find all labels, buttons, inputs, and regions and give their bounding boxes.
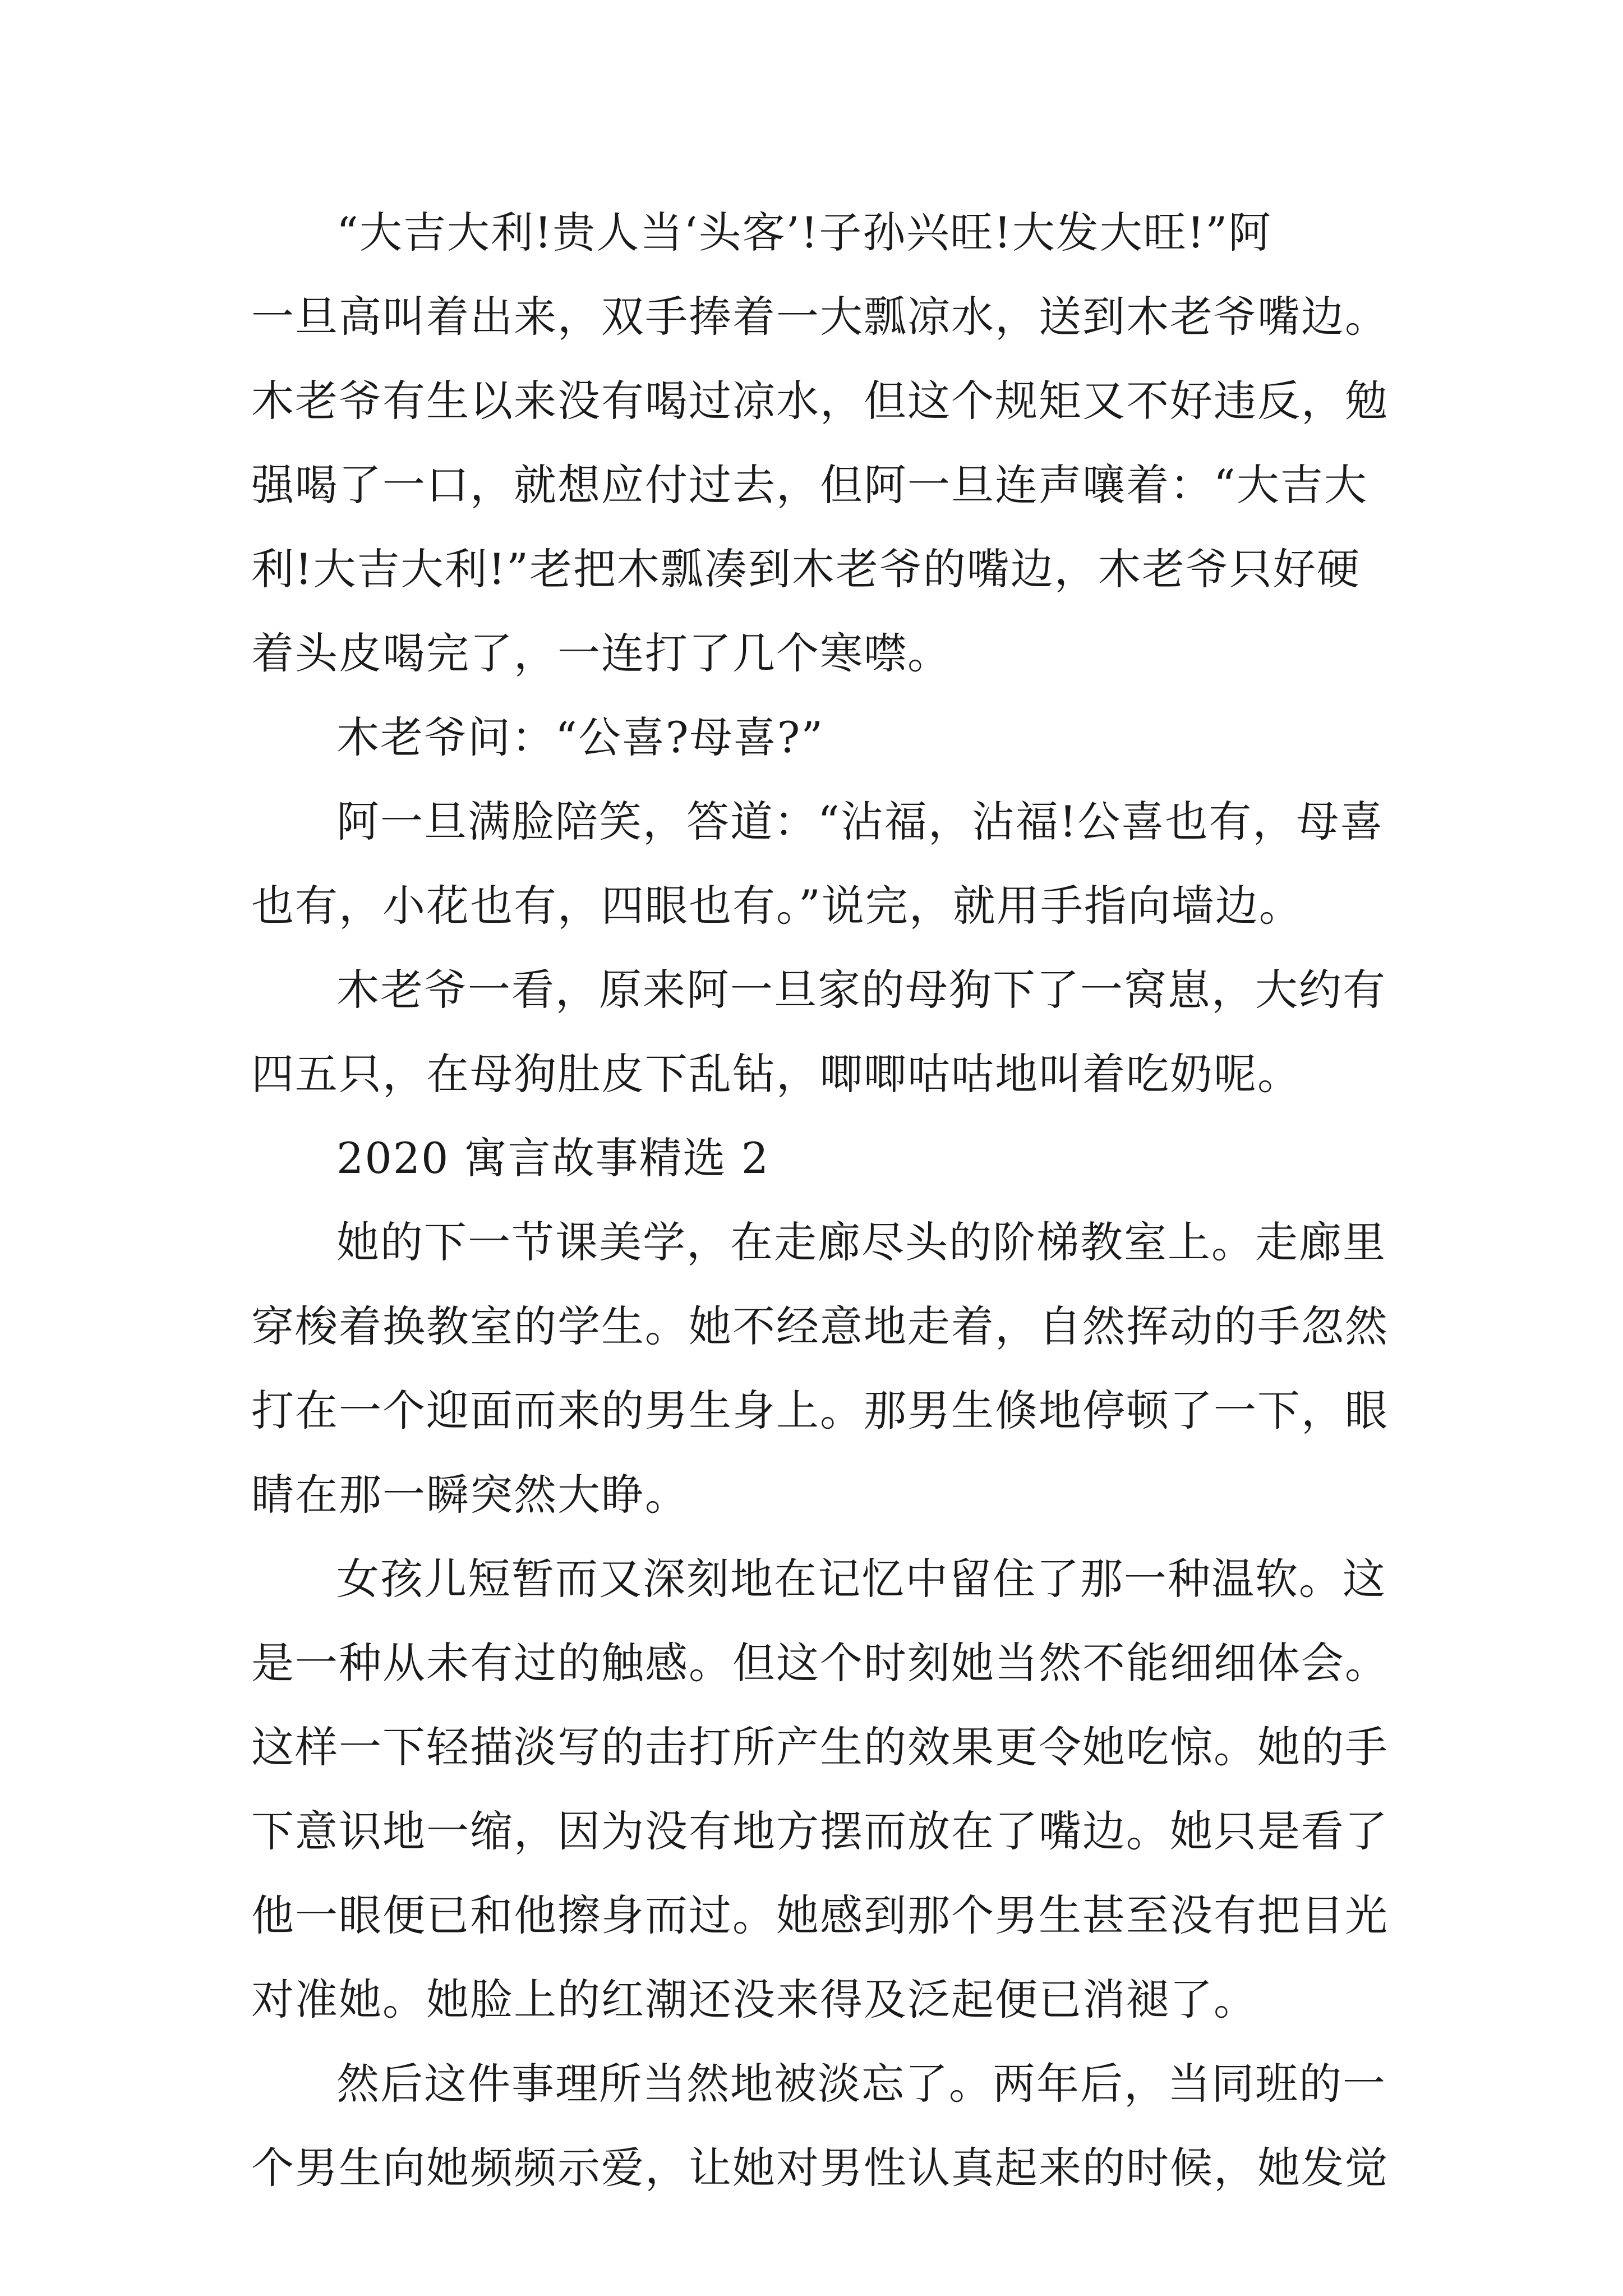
document-body	[251, 205, 1389, 2224]
text-line: 是一种从未有过的触感。但这个时刻她当然不能细细体会。	[251, 1638, 1389, 1688]
text-line: 下意识地一缩，因为没有地方摆而放在了嘴边。她只是看了	[251, 1806, 1389, 1856]
text-line: 着头皮喝完了，一连打了几个寒噤。	[251, 628, 951, 678]
text-line: 一旦高叫着出来，双手捧着一大瓢凉水，送到木老爷嘴边。	[251, 292, 1389, 342]
text-line: 然后这件事理所当然地被淡忘了。两年后，当同班的一	[336, 2059, 1386, 2109]
text-line: 睛在那一瞬突然大睁。	[251, 1470, 689, 1520]
text-line: 木老爷有生以来没有喝过凉水，但这个规矩又不好违反，勉	[251, 376, 1389, 426]
text-line: 强喝了一口，就想应付过去，但阿一旦连声嚷着：“大吉大	[251, 460, 1368, 510]
text-line: 这样一下轻描淡写的击打所产生的效果更令她吃惊。她的手	[251, 1722, 1389, 1772]
text-line: 木老爷问：“公喜?母喜?”	[336, 712, 824, 762]
text-line: 穿梭着换教室的学生。她不经意地走着，自然挥动的手忽然	[251, 1301, 1389, 1351]
text-line: “大吉大利!贵人当‘头客’!子孙兴旺!大发大旺!”阿	[336, 208, 1272, 257]
text-line: 阿一旦满脸陪笑，答道：“沾福，沾福!公喜也有，母喜	[336, 797, 1384, 846]
text-line: 木老爷一看，原来阿一旦家的母狗下了一窝崽，大约有	[336, 965, 1386, 1015]
text-line: 他一眼便已和他擦身而过。她感到那个男生甚至没有把目光	[251, 1890, 1389, 1940]
text-line: 个男生向她频频示爱，让她对男性认真起来的时候，她发觉	[251, 2143, 1389, 2193]
text-line: 她的下一节课美学，在走廊尽头的阶梯教室上。走廊里	[336, 1217, 1386, 1267]
text-line: 对准她。她脸上的红潮还没来得及泛起便已消褪了。	[251, 1975, 1257, 2024]
text-line: 打在一个迎面而来的男生身上。那男生倏地停顿了一下，眼	[251, 1386, 1389, 1435]
section-heading: 2020 寓言故事精选 2	[336, 1133, 770, 1183]
text-line: 也有，小花也有，四眼也有。”说完，就用手指向墙边。	[251, 881, 1303, 931]
text-line: 女孩儿短暂而又深刻地在记忆中留住了那一种温软。这	[336, 1554, 1386, 1604]
text-line: 四五只，在母狗肚皮下乱钻，唧唧咕咕地叫着吃奶呢。	[251, 1049, 1301, 1099]
text-line: 利!大吉大利!”老把木瓢凑到木老爷的嘴边，木老爷只好硬	[251, 544, 1361, 594]
